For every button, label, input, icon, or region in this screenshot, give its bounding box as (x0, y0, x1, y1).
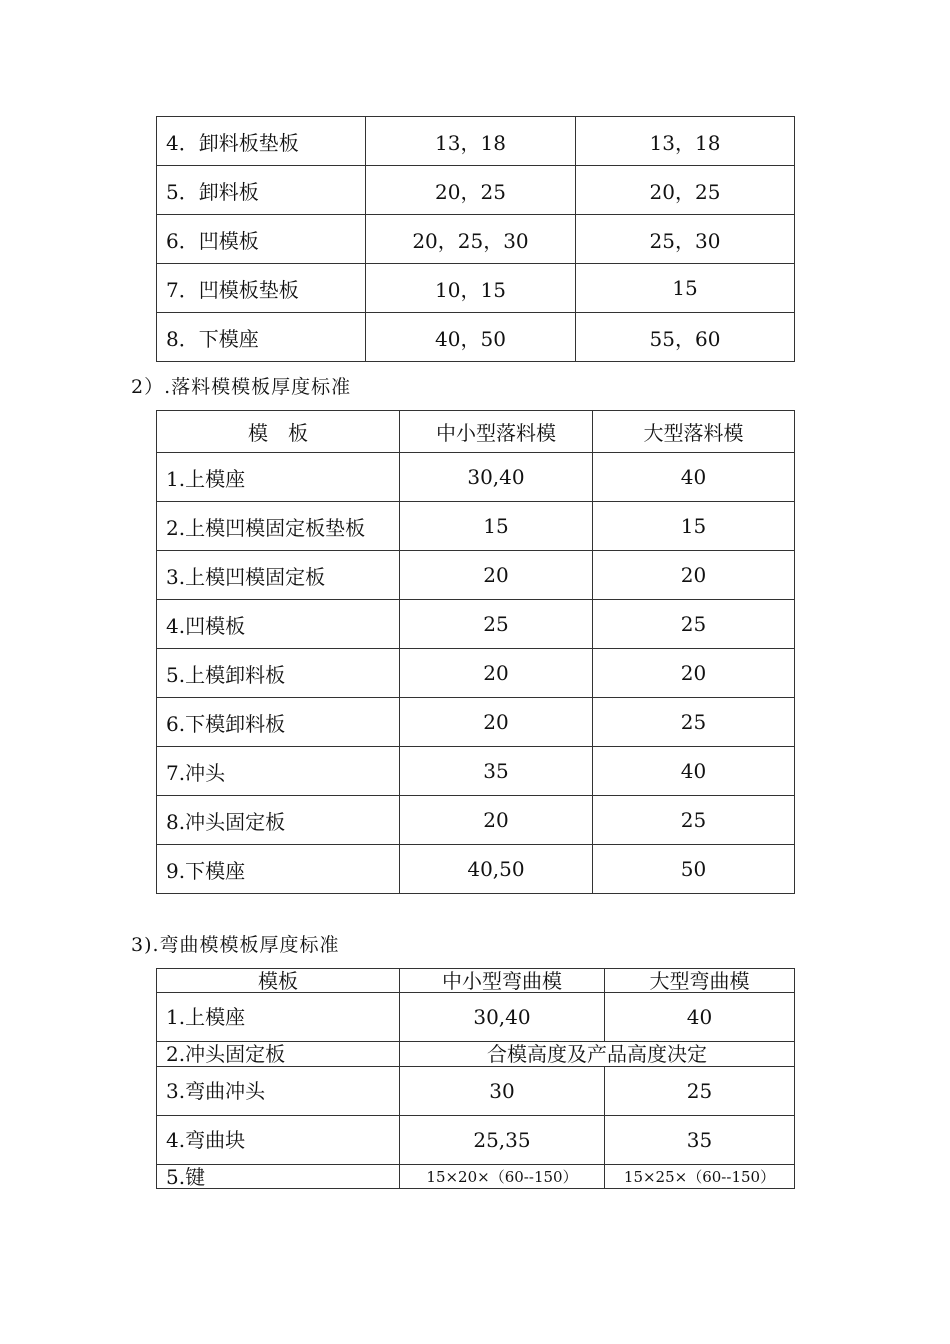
large-value: 20，25 (576, 166, 795, 215)
small-value: 30,40 (400, 453, 593, 502)
row-label: 2.上模凹模固定板垫板 (157, 502, 400, 551)
table-row (157, 747, 795, 796)
table-row (157, 1067, 795, 1116)
table-row (157, 600, 795, 649)
large-value: 35 (605, 1116, 795, 1165)
small-value: 15×20×（60--150） (400, 1165, 605, 1189)
table-header-row (157, 969, 795, 993)
table-row (157, 649, 795, 698)
large-value: 25 (605, 1067, 795, 1116)
small-value: 30,40 (400, 993, 605, 1042)
row-label: 2.冲头固定板 (157, 1042, 400, 1067)
small-value: 40,50 (400, 845, 593, 894)
large-value: 15 (593, 502, 795, 551)
row-label: 5.上模卸料板 (157, 649, 400, 698)
header-plate: 模板 (157, 969, 400, 993)
table-row (157, 313, 795, 362)
large-value: 50 (593, 845, 795, 894)
small-value: 20，25，30 (366, 215, 576, 264)
row-label: 4.弯曲块 (157, 1116, 400, 1165)
small-value: 20 (400, 649, 593, 698)
row-label: 4.凹模板 (157, 600, 400, 649)
header-large: 大型弯曲模 (605, 969, 795, 993)
large-value: 25 (593, 796, 795, 845)
row-label: 8.冲头固定板 (157, 796, 400, 845)
large-value: 25 (593, 600, 795, 649)
row-label: 6．凹模板 (157, 215, 366, 264)
header-small-medium: 中小型弯曲模 (400, 969, 605, 993)
table-row (157, 502, 795, 551)
table-row (157, 993, 795, 1042)
table-row (157, 698, 795, 747)
blanking-section-caption: 2）.落料模模板厚度标准 (131, 376, 352, 398)
bending-thickness-table (156, 968, 795, 1189)
table-row (157, 845, 795, 894)
header-plate: 模 板 (157, 411, 400, 453)
row-label: 9.下模座 (157, 845, 400, 894)
row-label: 4．卸料板垫板 (157, 117, 366, 166)
blanking-thickness-table (156, 410, 795, 894)
row-label: 5．卸料板 (157, 166, 366, 215)
table-row (157, 264, 795, 313)
large-value: 55，60 (576, 313, 795, 362)
row-label: 3.上模凹模固定板 (157, 551, 400, 600)
small-value: 25,35 (400, 1116, 605, 1165)
row-label: 3.弯曲冲头 (157, 1067, 400, 1116)
table-row (157, 166, 795, 215)
table-row (157, 1165, 795, 1189)
table-header-row (157, 411, 795, 453)
row-label: 8．下模座 (157, 313, 366, 362)
bending-section-caption: 3).弯曲模模板厚度标准 (131, 934, 340, 956)
large-value: 15×25×（60--150） (605, 1165, 795, 1189)
small-value: 10，15 (366, 264, 576, 313)
table-row (157, 215, 795, 264)
small-value: 20 (400, 796, 593, 845)
large-value: 25，30 (576, 215, 795, 264)
merged-value: 合模高度及产品高度决定 (400, 1042, 795, 1067)
large-value: 20 (593, 551, 795, 600)
table-row (157, 796, 795, 845)
small-value: 40，50 (366, 313, 576, 362)
small-value: 15 (400, 502, 593, 551)
row-label: 7.冲头 (157, 747, 400, 796)
row-label: 6.下模卸料板 (157, 698, 400, 747)
table-row (157, 117, 795, 166)
large-value: 40 (605, 993, 795, 1042)
small-value: 30 (400, 1067, 605, 1116)
large-value: 40 (593, 453, 795, 502)
header-small-medium: 中小型落料模 (400, 411, 593, 453)
row-label: 5.键 (157, 1165, 400, 1189)
row-label: 1.上模座 (157, 453, 400, 502)
small-value: 13，18 (366, 117, 576, 166)
table-row (157, 453, 795, 502)
small-value: 35 (400, 747, 593, 796)
small-value: 20 (400, 698, 593, 747)
small-value: 25 (400, 600, 593, 649)
small-value: 20，25 (366, 166, 576, 215)
small-value: 20 (400, 551, 593, 600)
header-large: 大型落料模 (593, 411, 795, 453)
row-label: 7．凹模板垫板 (157, 264, 366, 313)
large-value: 13，18 (576, 117, 795, 166)
large-value: 20 (593, 649, 795, 698)
large-value: 25 (593, 698, 795, 747)
continued-thickness-table (156, 116, 795, 362)
row-label: 1.上模座 (157, 993, 400, 1042)
large-value: 15 (576, 264, 795, 313)
table-row (157, 1042, 795, 1067)
table-row (157, 1116, 795, 1165)
table-row (157, 551, 795, 600)
large-value: 40 (593, 747, 795, 796)
